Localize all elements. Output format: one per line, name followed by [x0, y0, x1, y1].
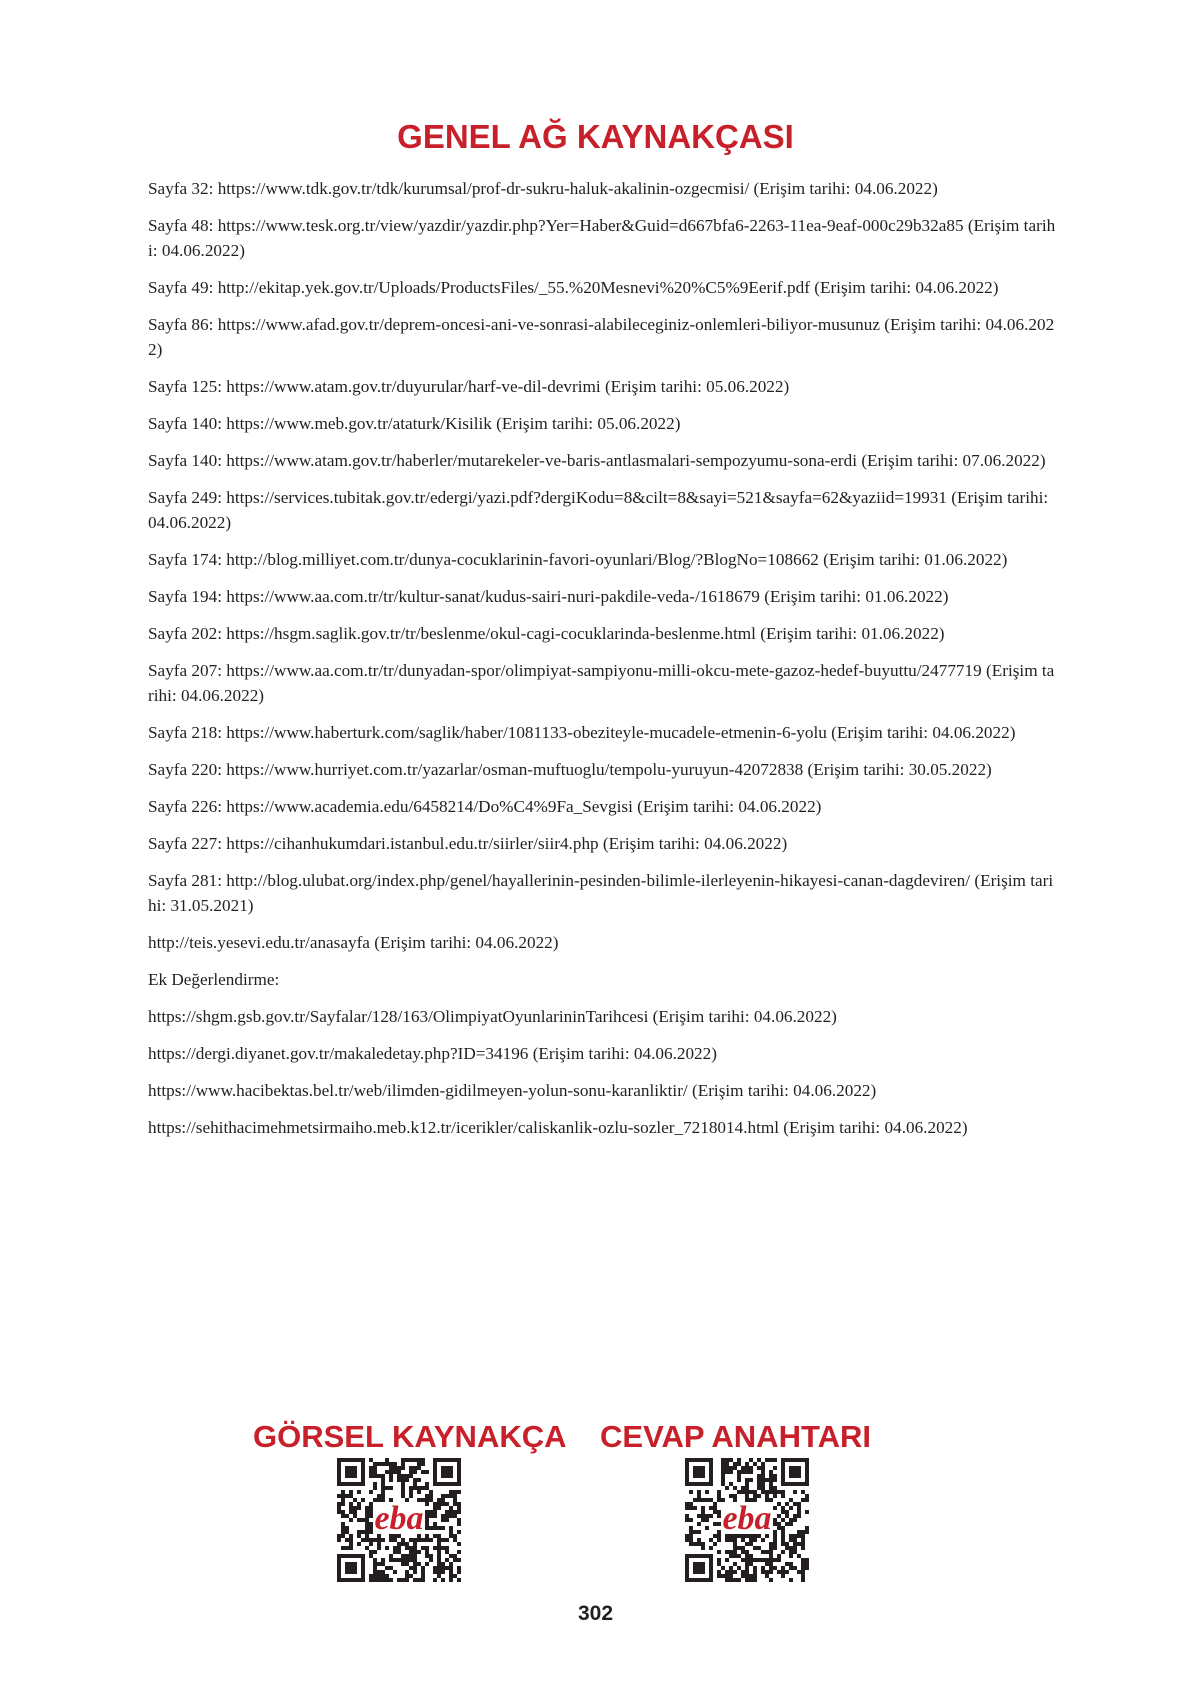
visual-sources-heading: GÖRSEL KAYNAKÇA — [253, 1419, 567, 1454]
reference-item: Sayfa 32: https://www.tdk.gov.tr/tdk/kurumsal/prof-dr-sukru-haluk-akalinin-ozgecmisi/ (Erişim tarihi: 04.06.2022) — [148, 179, 938, 198]
reference-item: Sayfa 194: https://www.aa.com.tr/tr/kultur-sanat/kudus-sairi-nuri-pakdile-veda-/1618679 (Erişim tarihi: 01.06.2022) — [148, 587, 949, 606]
reference-item: Sayfa 218: https://www.haberturk.com/saglik/haber/1081133-obeziteyle-mucadele-etmenin-6-yolu (Erişim tarihi: 04.06.2022) — [148, 723, 1016, 742]
reference-item: Sayfa 125: https://www.atam.gov.tr/duyurular/harf-ve-dil-devrimi (Erişim tarihi: 05.06.2022) — [148, 377, 790, 396]
answer-key-heading: CEVAP ANAHTARI — [600, 1419, 871, 1454]
reference-item: Sayfa 202: https://hsgm.saglik.gov.tr/tr/beslenme/okul-cagi-cocuklarinda-beslenme.html (Erişim tarihi: 01.06.2022) — [148, 624, 945, 643]
reference-item: Sayfa 140: https://www.meb.gov.tr/ataturk/Kisilik (Erişim tarihi: 05.06.2022) — [148, 414, 681, 433]
reference-list — [148, 176, 1058, 1152]
eba-logo: eba — [722, 1500, 772, 1538]
reference-item: https://dergi.diyanet.gov.tr/makaledetay.php?ID=34196 (Erişim tarihi: 04.06.2022) — [148, 1044, 717, 1063]
answer-key-qr-code[interactable] — [685, 1458, 809, 1582]
reference-item: Sayfa 220: https://www.hurriyet.com.tr/yazarlar/osman-muftuoglu/tempolu-yuruyun-42072838 (Erişim tarihi: 30.05.2022) — [148, 760, 992, 779]
reference-item: https://shgm.gsb.gov.tr/Sayfalar/128/163/OlimpiyatOyunlarininTarihcesi (Erişim tarihi: 04.06.2022) — [148, 1007, 837, 1026]
reference-item: Sayfa 227: https://cihanhukumdari.istanbul.edu.tr/siirler/siir4.php (Erişim tarihi: 04.06.2022) — [148, 834, 788, 853]
reference-subheading: Ek Değerlendirme: — [148, 970, 280, 989]
visual-sources-qr-code[interactable] — [337, 1458, 461, 1582]
reference-item: Sayfa 226: https://www.academia.edu/6458214/Do%C4%9Fa_Sevgisi (Erişim tarihi: 04.06.2022) — [148, 797, 822, 816]
reference-item: https://www.hacibektas.bel.tr/web/ilimden-gidilmeyen-yolun-sonu-karanliktir/ (Erişim tarihi: 04.06.2022) — [148, 1081, 877, 1100]
reference-item: Sayfa 49: http://ekitap.yek.gov.tr/Uploads/ProductsFiles/_55.%20Mesnevi%20%C5%9Eerif.pdf (Erişim tarihi: 04.06.2022) — [148, 278, 999, 297]
reference-item: http://teis.yesevi.edu.tr/anasayfa (Erişim tarihi: 04.06.2022) — [148, 933, 559, 952]
reference-item: Sayfa 86: https://www.afad.gov.tr/deprem-oncesi-ani-ve-sonrasi-alabileceginiz-onlemleri-biliyor-musunuz (Erişim tarihi: 04.06.2022) — [148, 315, 1055, 359]
reference-item: Sayfa 48: https://www.tesk.org.tr/view/yazdir/yazdir.php?Yer=Haber&Guid=d667bfa6-2263-11ea-9eaf-000c29b32a85 (Erişim tarihi: 04.06.2022) — [148, 216, 1056, 260]
page-title: GENEL AĞ KAYNAKÇASI — [397, 118, 794, 155]
reference-item: Sayfa 174: http://blog.milliyet.com.tr/dunya-cocuklarinin-favori-oyunlari/Blog/?BlogNo=108662 (Erişim tarihi: 01.06.2022) — [148, 550, 1008, 569]
reference-item: Sayfa 281: http://blog.ulubat.org/index.php/genel/hayallerinin-pesinden-bilimle-ilerleyenin-hikayesi-canan-dagdeviren/ (Erişim tarihi: 31.05.2021) — [148, 871, 1054, 915]
reference-item: Sayfa 207: https://www.aa.com.tr/tr/dunyadan-spor/olimpiyat-sampiyonu-milli-okcu-mete-gazoz-hedef-buyuttu/2477719 (Erişim tarihi: 04.06.2022) — [148, 661, 1055, 705]
reference-item: Sayfa 249: https://services.tubitak.gov.tr/edergi/yazi.pdf?dergiKodu=8&cilt=8&sayi=521&sayfa=62&yaziid=19931 (Erişim tarihi: 04.06.2022) — [148, 488, 1049, 532]
reference-item: https://sehithacimehmetsirmaiho.meb.k12.tr/icerikler/caliskanlik-ozlu-sozler_7218014.html (Erişim tarihi: 04.06.2022) — [148, 1118, 968, 1137]
eba-logo: eba — [374, 1500, 424, 1538]
page-number: 302 — [577, 1602, 614, 1625]
reference-item: Sayfa 140: https://www.atam.gov.tr/haberler/mutarekeler-ve-baris-antlasmalari-sempozyumu-sona-erdi (Erişim tarihi: 07.06.2022) — [148, 451, 1046, 470]
